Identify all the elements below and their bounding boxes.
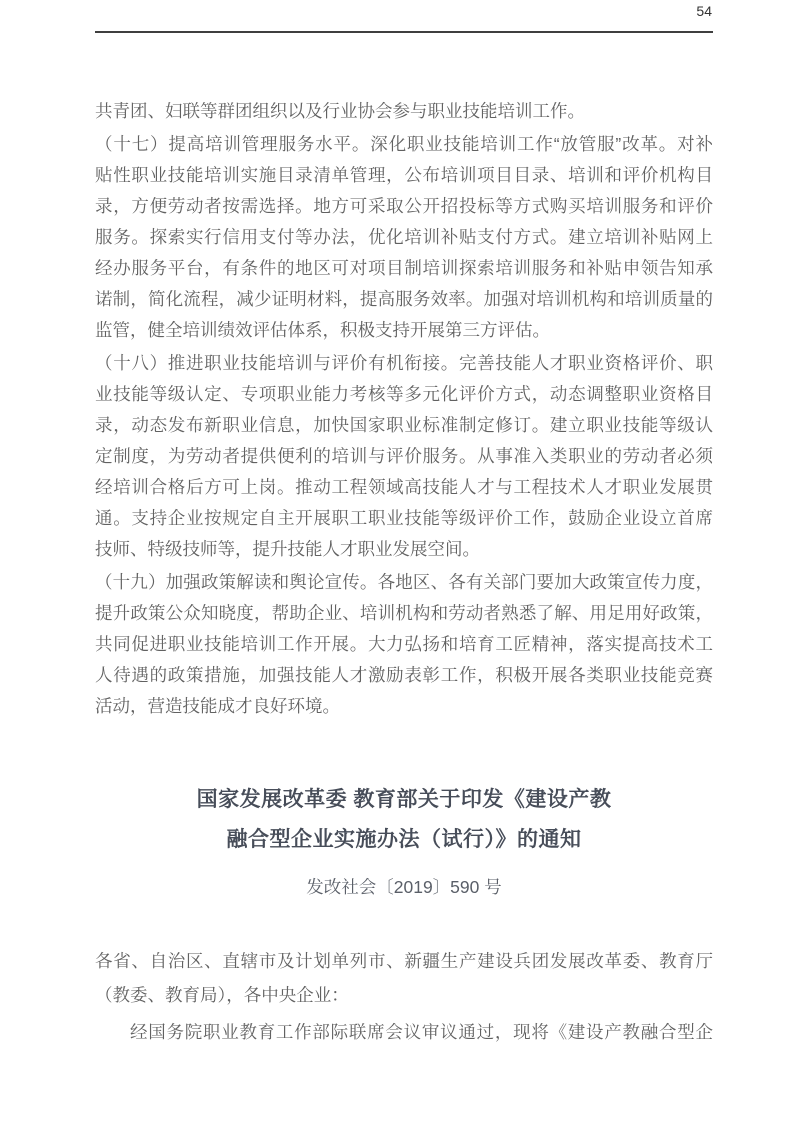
text-line: 共青团、妇联等群团组织以及行业协会参与职业技能培训工作。	[95, 101, 585, 121]
text-line: 技师、特级技师等，提升技能人才职业发展空间。	[95, 539, 480, 559]
text-line: （十七）提高培训管理服务水平。深化职业技能培训工作“放管服”改革。对补	[95, 134, 713, 154]
text-line: 提升政策公众知晓度，帮助企业、培训机构和劳动者熟悉了解、用足用好政策，	[95, 603, 713, 623]
text-line: （十八）推进职业技能培训与评价有机衔接。完善技能人才职业资格评价、职	[95, 353, 713, 373]
notice-title	[95, 780, 713, 860]
text-line: 经培训合格后方可上岗。推动工程领域高技能人才与工程技术人才职业发展贯	[95, 477, 713, 497]
text-line: 录，动态发布新职业信息，加快国家职业标准制定修订。建立职业技能等级认	[95, 415, 713, 435]
text-line: 共同促进职业技能培训工作开展。大力弘扬和培育工匠精神，落实提高技术工	[95, 634, 713, 654]
header-rule	[95, 31, 713, 33]
text-line: 活动，营造技能成才良好环境。	[95, 696, 340, 716]
text-line: 诺制，简化流程，减少证明材料，提高服务效率。加强对培训机构和培训质量的	[95, 289, 713, 309]
paragraph	[95, 348, 713, 565]
text-line: 经办服务平台，有条件的地区可对项目制培训探索培训服务和补贴申领告知承	[95, 258, 713, 278]
page-number: 54	[696, 3, 712, 19]
doc-number: 发改社会〔2019〕590 号	[306, 877, 502, 897]
text-line: 录，方便劳动者按需选择。地方可采取公开招投标等方式购买培训服务和评价	[95, 196, 713, 216]
body-paragraphs	[95, 96, 713, 722]
text-line: （教委、教育局），各中央企业：	[95, 985, 349, 1005]
text-line: 服务。探索实行信用支付等办法，优化培训补贴支付方式。建立培训补贴网上	[95, 227, 713, 247]
text-line: 贴性职业技能培训实施目录清单管理，公布培训项目目录、培训和评价机构目	[95, 165, 713, 185]
text-line: （十九）加强政策解读和舆论宣传。各地区、各有关部门要加大政策宣传力度，	[95, 572, 713, 592]
text-line: 业技能等级认定、专项职业能力考核等多元化评价方式，动态调整职业资格目	[95, 384, 713, 404]
text-line: 融合型企业实施办法（试行）》的通知	[226, 828, 582, 851]
text-line: 经国务院职业教育工作部际联席会议审议通过，现将《建设产教融合型企	[130, 1022, 713, 1042]
text-line: 监管，健全培训绩效评估体系，积极支持开展第三方评估。	[95, 320, 550, 340]
text-line: 人待遇的政策措施，加强技能人才激励表彰工作，积极开展各类职业技能竞赛	[95, 665, 713, 685]
text-line: 国家发展改革委 教育部关于印发《建设产教	[196, 788, 612, 811]
paragraph	[95, 129, 713, 346]
salutation	[95, 944, 713, 1012]
text-line: 各省、自治区、直辖市及计划单列市、新疆生产建设兵团发展改革委、教育厅	[95, 951, 713, 971]
paragraph	[95, 567, 713, 722]
paragraph	[95, 96, 713, 127]
text-line: 通。支持企业按规定自主开展职工职业技能等级评价工作，鼓励企业设立首席	[95, 508, 713, 528]
page-content	[95, 96, 713, 1049]
opening-paragraph	[95, 1015, 713, 1049]
text-line: 定制度，为劳动者提供便利的培训与评价服务。从事准入类职业的劳动者必须	[95, 446, 713, 466]
